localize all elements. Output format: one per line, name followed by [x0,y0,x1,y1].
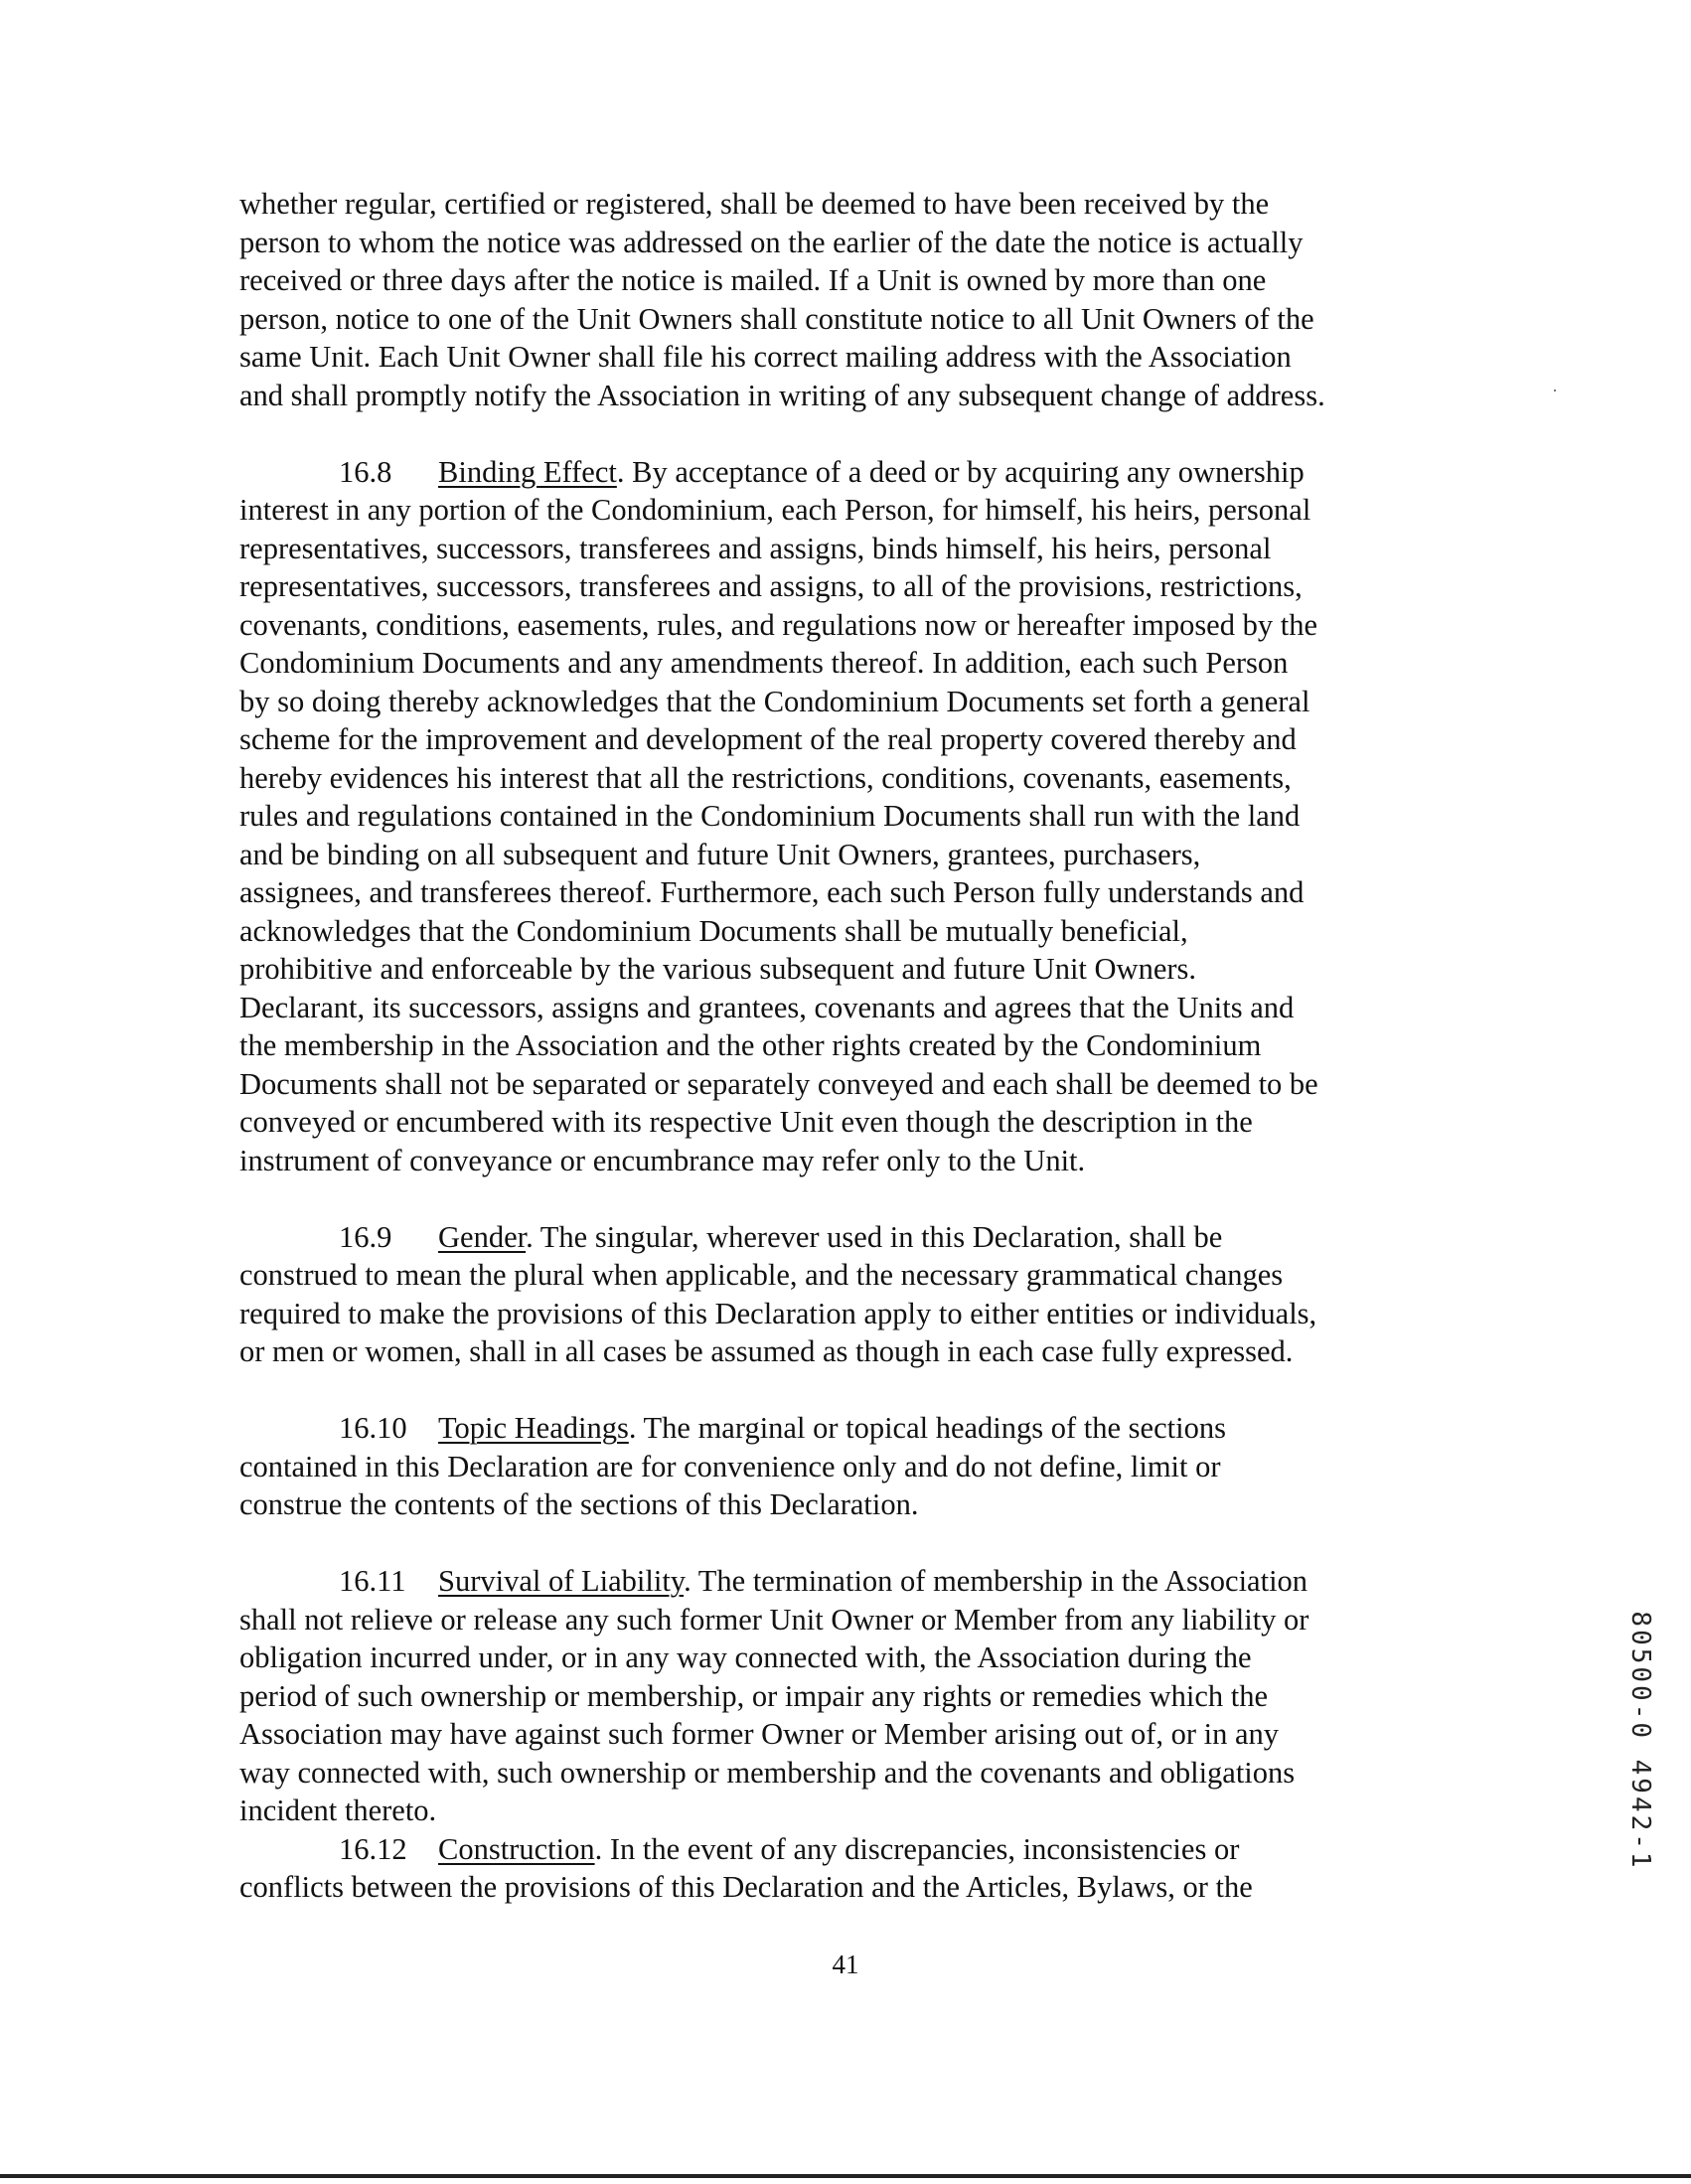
paragraph-line: construe the contents of the sections of this Declaration. [239,1487,919,1521]
notice-continuation-paragraph [239,185,1432,414]
section-16-11-survival-of-liability [239,1562,1432,1830]
section-number: 16.12 [339,1831,407,1866]
page-number: 41 [832,1950,859,1979]
section-first-line [239,1218,1432,1257]
paragraph-line: conveyed or encumbered with its respective Unit even though the description in the [239,1105,1253,1139]
paragraph-line: Declarant, its successors, assigns and grantees, covenants and agrees that the Units and [239,990,1295,1024]
section-first-line-text: . By acceptance of a deed or by acquiring any ownership [616,454,1305,489]
paragraph-line: Association may have against such former Owner or Member arising out of, or in any [239,1717,1280,1751]
section-heading: Gender [438,1219,527,1254]
paragraph-line: rules and regulations contained in the Condominium Documents shall run with the land [239,799,1301,833]
paragraph-line: way connected with, such ownership or membership and the covenants and obligations [239,1755,1296,1790]
section-heading: Binding Effect [438,454,617,489]
paragraph-line: required to make the provisions of this Declaration apply to either entities or individuals, [239,1296,1317,1330]
section-16-8-binding-effect [239,453,1432,1180]
paragraph-line: interest in any portion of the Condominium, each Person, for himself, his heirs, personal [239,493,1311,527]
paragraph-line: period of such ownership or membership, or impair any rights or remedies which the [239,1678,1269,1713]
section-number: 16.8 [339,454,392,489]
page-bottom-edge [0,2174,1691,2178]
margin-stamp-text: 80500-0 4942-1 [1625,1611,1655,1871]
paragraph-line: whether regular, certified or registered, shall be deemed to have been received by the [239,187,1270,221]
paragraph-line: contained in this Declaration are for convenience only and do not define, limit or [239,1449,1221,1483]
paragraph-line: received or three days after the notice is mailed. If a Unit is owned by more than one [239,263,1267,297]
section-first-line-text: . The marginal or topical headings of the sections [628,1411,1226,1445]
paragraph-line: obligation incurred under, or in any way connected with, the Association during the [239,1640,1252,1674]
paragraph-line: or men or women, shall in all cases be assumed as though in each case fully expressed. [239,1334,1294,1368]
paragraph-line: and be binding on all subsequent and future Unit Owners, grantees, purchasers, [239,837,1201,871]
paragraph-line: by so doing thereby acknowledges that the Condominium Documents set forth a general [239,684,1310,718]
section-number: 16.11 [339,1564,406,1598]
section-first-line-text: . In the event of any discrepancies, inconsistencies or [594,1831,1240,1866]
paragraph-line: representatives, successors, transferees and assigns, to all of the provisions, restrictions, [239,569,1303,603]
paragraph-line: instrument of conveyance or encumbrance may refer only to the Unit. [239,1143,1086,1177]
paragraph-line: acknowledges that the Condominium Documents shall be mutually beneficial, [239,913,1188,948]
paragraph-line: hereby evidences his interest that all the restrictions, conditions, covenants, easements, [239,760,1292,795]
section-16-12-construction [239,1830,1432,1907]
paragraph-line: assignees, and transferees thereof. Furthermore, each such Person fully understands and [239,875,1305,909]
section-first-line [239,1562,1432,1601]
paragraph-line: conflicts between the provisions of this Declaration and the Articles, Bylaws, or the [239,1870,1253,1904]
section-first-line-text: . The singular, wherever used in this Declaration, shall be [526,1219,1223,1254]
paragraph-line: the membership in the Association and the other rights created by the Condominium [239,1028,1262,1062]
section-first-line [239,1409,1432,1448]
paragraph-line: representatives, successors, transferees and assigns, binds himself, his heirs, personal [239,531,1272,565]
paragraph-line: scheme for the improvement and development of the real property covered thereby and [239,722,1297,756]
section-first-line-text: . The termination of membership in the Association [684,1564,1308,1598]
paragraph-line: shall not relieve or release any such former Unit Owner or Member from any liability or [239,1602,1309,1637]
section-heading: Topic Headings [438,1411,629,1445]
section-first-line [239,1830,1432,1869]
scan-mark [1554,390,1556,391]
paragraph-line: Condominium Documents and any amendments thereof. In addition, each such Person [239,646,1289,680]
section-16-10-topic-headings [239,1409,1432,1524]
section-number: 16.10 [339,1411,407,1445]
section-heading: Construction [438,1831,595,1866]
paragraph-line: and shall promptly notify the Association in writing of any subsequent change of address. [239,378,1325,412]
section-16-9-gender [239,1218,1432,1371]
paragraph-line: same Unit. Each Unit Owner shall file his correct mailing address with the Association [239,340,1292,374]
section-heading: Survival of Liability [438,1564,685,1598]
paragraph-line: person to whom the notice was addressed on the earlier of the date the notice is actually [239,225,1304,259]
paragraph-line: covenants, conditions, easements, rules, and regulations now or hereafter imposed by the [239,607,1317,642]
section-number: 16.9 [339,1219,392,1254]
document-body [239,185,1432,1907]
paragraph-line: Documents shall not be separated or separately conveyed and each shall be deemed to be [239,1066,1318,1101]
paragraph-line: person, notice to one of the Unit Owners shall constitute notice to all Unit Owners of the [239,301,1314,336]
paragraph-line: construed to mean the plural when applicable, and the necessary grammatical changes [239,1258,1284,1292]
paragraph-line: prohibitive and enforceable by the various subsequent and future Unit Owners. [239,952,1197,986]
section-first-line [239,453,1432,492]
paragraph-line: incident thereto. [239,1794,437,1827]
margin-stamp [1623,1592,1657,1890]
